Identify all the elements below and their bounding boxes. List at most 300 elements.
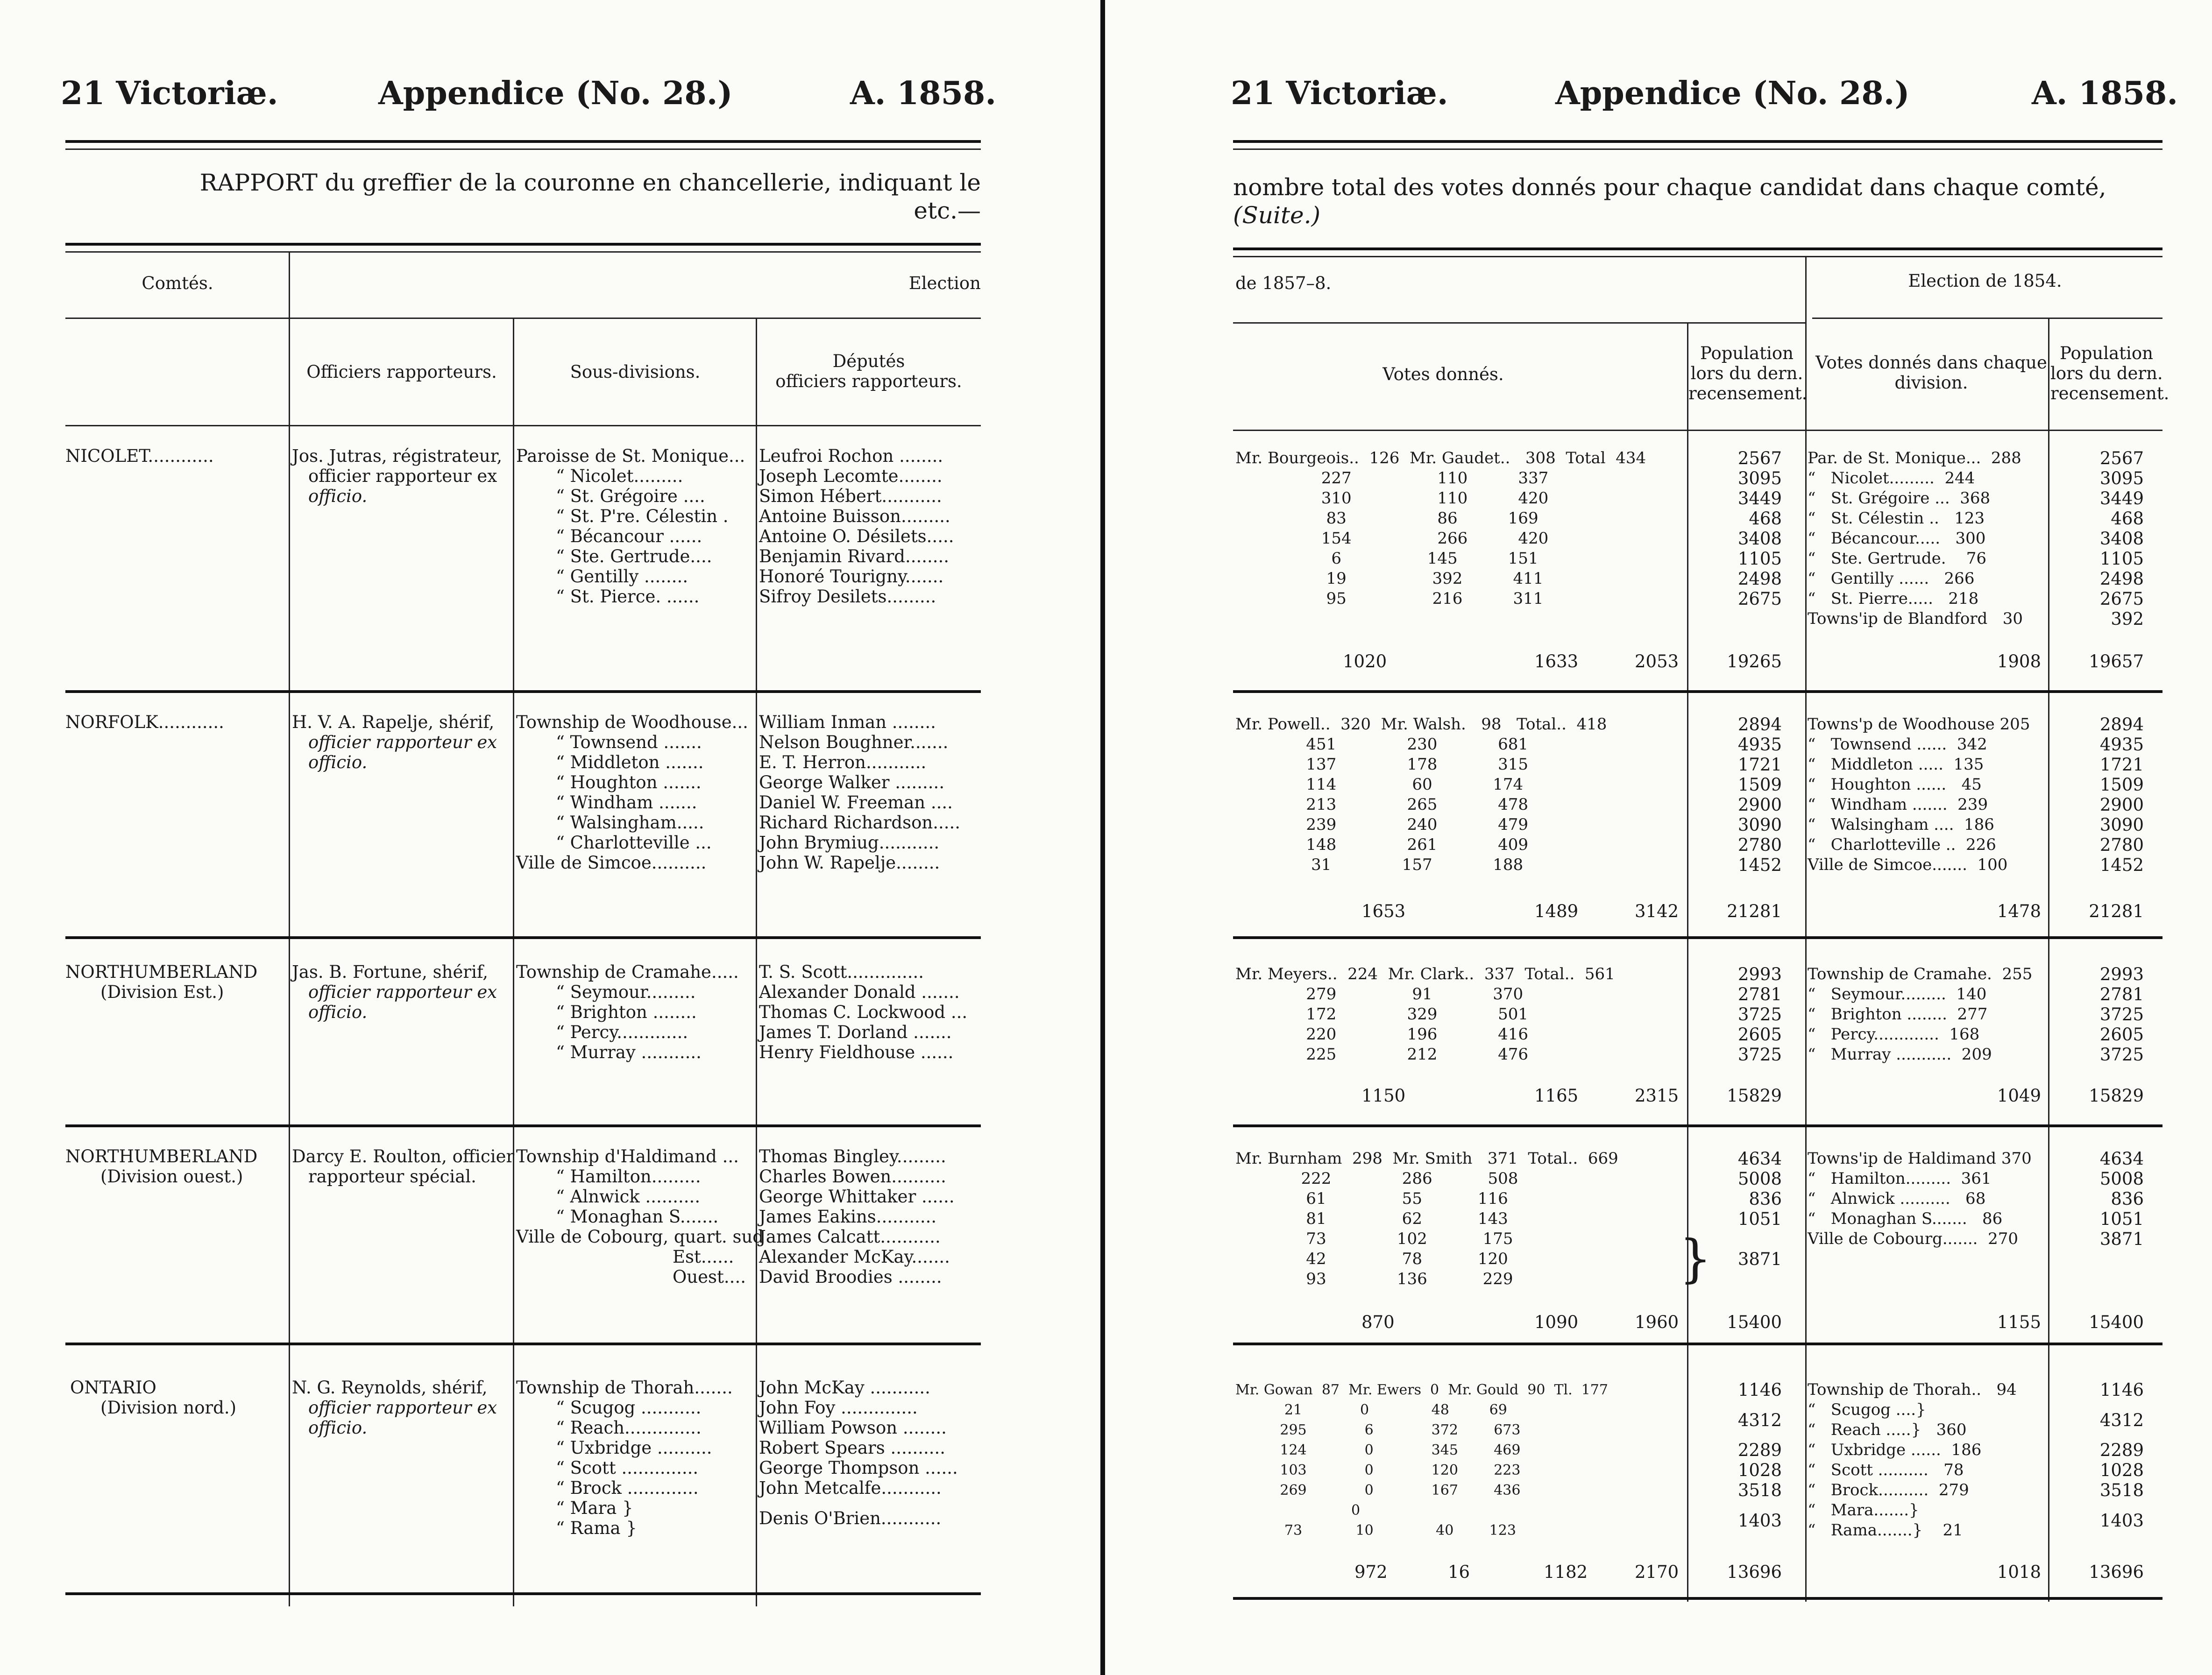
population2: 1509 (2099, 775, 2144, 795)
comte-subname: (Division Est.) (100, 982, 224, 1002)
depute: William Inman ........ (759, 712, 936, 732)
depute: Antoine O. Désilets..... (759, 526, 954, 546)
division-row: “ Uxbridge ...... 186 (1808, 1441, 1982, 1459)
right-title-line1: nombre total des votes donnés pour chaque candidat dans chaque comté, (1233, 174, 2106, 201)
division-row: “ Bécancour..... 300 (1808, 529, 1986, 548)
depute: Benjamin Rivard........ (759, 546, 950, 566)
total: 1960 (1635, 1312, 1679, 1332)
population2: 1452 (2099, 855, 2144, 875)
votes-row: 0 (1235, 1502, 1361, 1519)
depute: William Powson ........ (759, 1418, 947, 1438)
page-title-line1: RAPPORT du greffier de la couronne en chancellerie, indiquant le (199, 169, 981, 196)
depute: John Brymiug........... (759, 833, 940, 853)
population2: 468 (2111, 509, 2144, 529)
total: 1049 (1997, 1086, 2041, 1106)
population: 3518 (1737, 1480, 1782, 1500)
population: 1509 (1737, 775, 1782, 795)
depute: John Foy .............. (759, 1398, 918, 1418)
total: 972 (1354, 1562, 1388, 1582)
right-page (1121, 0, 2212, 1675)
col-population-1: Population (1700, 343, 1794, 363)
votes-row: 61 55 116 (1235, 1189, 1508, 1208)
votes-row: 451 230 681 (1235, 735, 1528, 754)
comte-name: NORFOLK............ (65, 712, 224, 732)
right-table-top-rule-thin (1233, 256, 2162, 257)
population2: 3408 (2099, 529, 2144, 549)
population: 1105 (1737, 549, 1782, 569)
sous-division: “ Townsend ....... (556, 732, 702, 752)
officier-line: Darcy E. Roulton, officier (292, 1146, 515, 1166)
votes-row: 19 392 411 (1235, 569, 1544, 588)
population2: 2498 (2099, 569, 2144, 589)
col-population2-3: recensement. (2050, 383, 2169, 403)
total: 15829 (1727, 1086, 1782, 1106)
votes-row: 310 110 420 (1235, 489, 1549, 508)
votes-row: Mr. Powell.. 320 Mr. Walsh. 98 Total.. 418 (1235, 715, 1607, 734)
population2: 2993 (2099, 964, 2144, 984)
col-deputes-1: Députés (832, 351, 905, 371)
total: 1633 (1534, 651, 1579, 671)
total: 1489 (1534, 901, 1579, 921)
sous-division: “ Monaghan S....... (556, 1207, 719, 1227)
header-rule-thin (65, 148, 981, 150)
division-row: “ Scugog ....} (1808, 1400, 1926, 1419)
right-title-line2: (Suite.) (1233, 202, 1321, 229)
depute: James Calcatt........... (759, 1227, 941, 1247)
population: 3449 (1737, 488, 1782, 509)
population: 2993 (1737, 964, 1782, 984)
header-rule (65, 140, 981, 143)
depute: David Broodies ........ (759, 1267, 942, 1287)
sous-division: Township de Cramahe..... (516, 962, 739, 982)
total: 1478 (1997, 901, 2041, 921)
votes-row: 93 136 229 (1235, 1270, 1513, 1288)
division-row: “ Scott .......... 78 (1808, 1461, 1964, 1479)
division-row: “ Mara.......} (1808, 1501, 1919, 1520)
depute: John Metcalfe........... (759, 1478, 942, 1498)
right-subheader-rule (1233, 430, 2162, 431)
division-row: “ Charlotteville .. 226 (1808, 835, 1996, 854)
total: 870 (1361, 1312, 1395, 1332)
votes-row: 124 0 345 469 (1235, 1442, 1521, 1458)
right-section-rule-4 (1233, 1343, 2162, 1345)
right-table-bottom-rule (1233, 1597, 2162, 1600)
votes-row: 222 286 508 (1235, 1169, 1518, 1188)
division-row: “ Windham ....... 239 (1808, 795, 1988, 814)
depute: Daniel W. Freeman .... (759, 792, 953, 813)
sous-division: Paroisse de St. Monique... (516, 446, 745, 466)
population2: 2567 (2099, 448, 2144, 468)
page-title-line2: etc.— (914, 197, 981, 224)
depute: John W. Rapelje........ (759, 853, 940, 873)
division-row: Towns'p de Woodhouse 205 (1808, 715, 2030, 734)
comte-subname: (Division nord.) (100, 1398, 237, 1418)
sous-division: “ Charlotteville ... (556, 833, 712, 853)
division-row: “ Percy............. 168 (1808, 1025, 1980, 1044)
population2: 5008 (2099, 1169, 2144, 1189)
col-election: Election (908, 273, 981, 293)
division-row: “ Rama.......} 21 (1808, 1521, 1963, 1540)
division-row: “ Nicolet......... 244 (1808, 469, 1975, 488)
votes-row: 73 102 175 (1235, 1230, 1513, 1248)
sous-division: “ Gentilly ........ (556, 566, 688, 587)
population2: 3725 (2099, 1045, 2144, 1065)
population: 1051 (1737, 1209, 1782, 1229)
division-row: Township de Cramahe. 255 (1808, 965, 2033, 983)
division-row: Towns'ip de Blandford 30 (1808, 609, 2023, 628)
officier-line: Jas. B. Fortune, shérif, (292, 962, 489, 982)
population2: 1051 (2099, 1209, 2144, 1229)
col-de-1857: de 1857–8. (1235, 273, 1332, 293)
col-header-rule-right (290, 318, 981, 319)
depute: George Walker ......... (759, 772, 945, 792)
total: 1155 (1997, 1312, 2041, 1332)
depute: John McKay ........... (759, 1378, 930, 1398)
depute: Nelson Boughner....... (759, 732, 949, 752)
total: 16 (1448, 1562, 1470, 1582)
right-running-header-left: 21 Victoriæ. (1231, 75, 1448, 112)
right-header-rule (1233, 140, 2162, 143)
col-header-rule (65, 318, 290, 319)
sous-division: Ouest.... (673, 1267, 746, 1287)
population2: 392 (2111, 609, 2144, 629)
votes-row: 148 261 409 (1235, 835, 1528, 854)
depute: Antoine Buisson......... (759, 506, 950, 526)
comte-name: NORTHUMBERLAND (65, 1146, 258, 1166)
col-population2-1: Population (2060, 343, 2153, 363)
sous-division: “ Seymour......... (556, 982, 696, 1002)
brace-icon: } (1679, 1229, 1712, 1288)
population2: 3725 (2099, 1004, 2144, 1025)
votes-row: 239 240 479 (1235, 815, 1528, 834)
population: 2567 (1737, 448, 1782, 468)
sous-division: “ Scugog ........... (556, 1398, 702, 1418)
depute: Simon Hébert........... (759, 486, 942, 506)
binding-gutter (1100, 0, 1105, 1675)
population2: 2781 (2099, 984, 2144, 1004)
population: 2781 (1737, 984, 1782, 1004)
total: 2053 (1635, 651, 1679, 671)
votes-row: 137 178 315 (1235, 755, 1528, 774)
total: 15400 (2089, 1312, 2144, 1332)
depute: Alexander McKay....... (759, 1247, 950, 1267)
population2: 3871 (2099, 1229, 2144, 1249)
population: 4634 (1737, 1149, 1782, 1169)
sous-division: “ Walsingham..... (556, 813, 704, 833)
vline-1 (289, 252, 290, 1606)
population2: 3095 (2099, 468, 2144, 488)
running-header-center: Appendice (No. 28.) (378, 75, 733, 112)
votes-row: 172 329 501 (1235, 1005, 1528, 1024)
votes-row: 227 110 337 (1235, 469, 1549, 488)
officier-line: officier rapporteur ex (308, 1398, 497, 1418)
officier-line: rapporteur spécial. (308, 1166, 476, 1187)
total: 1020 (1343, 651, 1387, 671)
votes-row: 154 266 420 (1235, 529, 1549, 548)
total: 13696 (2089, 1562, 2144, 1582)
total: 1165 (1534, 1086, 1579, 1106)
votes-row: 73 10 40 123 (1235, 1522, 1516, 1539)
votes-row: 295 6 372 673 (1235, 1422, 1521, 1438)
sous-division: “ Bécancour ...... (556, 526, 702, 546)
votes-row: Mr. Meyers.. 224 Mr. Clark.. 337 Total.. 561 (1235, 965, 1615, 983)
division-row: “ Hamilton......... 361 (1808, 1169, 1992, 1188)
depute: Thomas Bingley......... (759, 1146, 946, 1166)
division-row: “ Seymour......... 140 (1808, 985, 1987, 1004)
total: 2315 (1635, 1086, 1679, 1106)
division-row: “ Brighton ........ 277 (1808, 1005, 1988, 1024)
sous-division: “ St. P're. Célestin . (556, 506, 729, 526)
total: 1908 (1997, 651, 2041, 671)
table-top-rule-thin (65, 251, 981, 253)
officier-line: officio. (308, 1418, 368, 1438)
division-row: “ Reach .....} 360 (1808, 1421, 1967, 1439)
total: 13696 (1727, 1562, 1782, 1582)
population: 3725 (1737, 1004, 1782, 1025)
sous-division: “ St. Pierce. ...... (556, 587, 700, 607)
division-row: “ Murray ........... 209 (1808, 1045, 1992, 1064)
comte-subname: (Division ouest.) (100, 1166, 243, 1187)
population2: 2675 (2099, 589, 2144, 609)
depute: Joseph Lecomte........ (759, 466, 943, 486)
officier-line: officio. (308, 752, 368, 772)
population: 836 (1749, 1189, 1782, 1209)
sous-division: Ville de Cobourg, quart. sud (516, 1227, 764, 1247)
section-rule-2 (65, 936, 981, 939)
population: 4935 (1737, 735, 1782, 755)
population2: 2894 (2099, 714, 2144, 735)
comte-name: ONTARIO (70, 1378, 156, 1398)
sous-division: “ Alnwick .......... (556, 1187, 701, 1207)
right-header-mid-rule-1 (1233, 322, 1805, 324)
total: 3142 (1635, 901, 1679, 921)
votes-row: 213 265 478 (1235, 795, 1528, 814)
total: 1090 (1534, 1312, 1579, 1332)
population: 1028 (1737, 1460, 1782, 1480)
votes-row: 103 0 120 223 (1235, 1462, 1521, 1478)
depute: Alexander Donald ....... (759, 982, 960, 1002)
population2: 836 (2111, 1189, 2144, 1209)
officier-line: H. V. A. Rapelje, shérif, (292, 712, 495, 732)
total: 1150 (1361, 1086, 1406, 1106)
population: 3095 (1737, 468, 1782, 488)
population2: 3090 (2099, 815, 2144, 835)
sous-division: “ Scott .............. (556, 1458, 699, 1478)
total: 21281 (2089, 901, 2144, 921)
sous-division: “ Murray ........... (556, 1042, 702, 1062)
votes-row: 21 0 48 69 (1235, 1402, 1507, 1418)
sous-division: “ Mara } (556, 1498, 633, 1518)
comte-name: NICOLET............ (65, 446, 214, 466)
votes-row: 220 196 416 (1235, 1025, 1528, 1044)
division-row: “ St. Pierre..... 218 (1808, 589, 1979, 608)
population: 3725 (1737, 1045, 1782, 1065)
population2: 2780 (2099, 835, 2144, 855)
col-deputes-2: officiers rapporteurs. (775, 371, 962, 391)
population2: 4312 (2099, 1410, 2144, 1430)
votes-row: 269 0 167 436 (1235, 1482, 1521, 1498)
sous-division: “ Reach.............. (556, 1418, 702, 1438)
right-vline-1854 (1805, 257, 1807, 1602)
population2: 2289 (2099, 1440, 2144, 1460)
col-population2-2: lors du dern. (2050, 363, 2163, 383)
right-running-header-center: Appendice (No. 28.) (1555, 75, 1910, 112)
population: 1403 (1737, 1511, 1782, 1531)
col-comtes: Comtés. (142, 273, 213, 293)
population: 2900 (1737, 795, 1782, 815)
sous-division: “ Hamilton......... (556, 1166, 701, 1187)
division-row: Par. de St. Monique... 288 (1808, 449, 2021, 467)
votes-row: Mr. Bourgeois.. 126 Mr. Gaudet.. 308 Total 434 (1235, 449, 1646, 467)
depute: George Thompson ...... (759, 1458, 958, 1478)
depute: Henry Fieldhouse ...... (759, 1042, 954, 1062)
population2: 1105 (2099, 549, 2144, 569)
sous-division: “ Houghton ....... (556, 772, 702, 792)
sous-division: “ Brighton ........ (556, 1002, 697, 1022)
sous-division: “ Windham ....... (556, 792, 697, 813)
right-section-rule-3 (1233, 1124, 2162, 1127)
division-row: “ Townsend ...... 342 (1808, 735, 1987, 754)
running-header-left: 21 Victoriæ. (61, 75, 278, 112)
right-header-mid-rule-2 (1812, 318, 2162, 319)
population: 5008 (1737, 1169, 1782, 1189)
officier-line: N. G. Reynolds, shérif, (292, 1378, 488, 1398)
population: 4312 (1737, 1410, 1782, 1430)
population2: 2605 (2099, 1025, 2144, 1045)
section-rule-4 (65, 1343, 981, 1345)
division-row: “ St. Grégoire ... 368 (1808, 489, 1991, 508)
col-sous-divisions: Sous-divisions. (570, 362, 701, 382)
votes-row: Mr. Gowan 87 Mr. Ewers 0 Mr. Gould 90 Tl. 177 (1235, 1382, 1608, 1398)
section-rule-3 (65, 1124, 981, 1127)
total: 1182 (1544, 1562, 1588, 1582)
officier-line: officio. (308, 486, 368, 506)
left-page (0, 0, 1074, 1675)
sous-division: “ Middleton ....... (556, 752, 704, 772)
population: 2780 (1737, 835, 1782, 855)
votes-row: 83 86 169 (1235, 509, 1538, 528)
votes-row: 81 62 143 (1235, 1209, 1508, 1228)
depute: Sifroy Desilets......... (759, 587, 936, 607)
division-row: Township de Thorah.. 94 (1808, 1380, 2017, 1399)
votes-row: 42 78 120 (1235, 1250, 1508, 1268)
col-population-2: lors du dern. (1690, 363, 1803, 383)
population: 3090 (1737, 815, 1782, 835)
votes-row: 95 216 311 (1235, 589, 1544, 608)
division-row: “ Houghton ...... 45 (1808, 775, 1982, 794)
division-row: “ Monaghan S....... 86 (1808, 1209, 2003, 1228)
total: 1018 (1997, 1562, 2041, 1582)
section-rule-1 (65, 690, 981, 693)
votes-row: 114 60 174 (1235, 775, 1524, 794)
population: 1146 (1737, 1380, 1782, 1400)
sous-division: Ville de Simcoe.......... (516, 853, 707, 873)
total: 1653 (1361, 901, 1406, 921)
population2: 4634 (2099, 1149, 2144, 1169)
sous-division: “ St. Grégoire .... (556, 486, 705, 506)
division-row: Ville de Cobourg....... 270 (1808, 1230, 2018, 1248)
division-row: “ Middleton ..... 135 (1808, 755, 1984, 774)
depute: Leufroi Rochon ........ (759, 446, 943, 466)
population: 468 (1749, 509, 1782, 529)
depute: James T. Dorland ....... (759, 1022, 952, 1042)
sous-division: “ Rama } (556, 1518, 637, 1538)
col-votes-donnes: Votes donnés. (1382, 364, 1504, 384)
votes-row: 6 145 151 (1235, 549, 1538, 568)
total: 19265 (1727, 651, 1782, 671)
right-section-rule-2 (1233, 936, 2162, 939)
population: 2605 (1737, 1025, 1782, 1045)
right-header-rule-thin (1233, 148, 2162, 150)
sous-division: “ Percy............. (556, 1022, 688, 1042)
votes-row: 279 91 370 (1235, 985, 1524, 1004)
division-row: “ Alnwick .......... 68 (1808, 1189, 1986, 1208)
right-table-top-rule (1233, 247, 2162, 250)
population2: 2900 (2099, 795, 2144, 815)
division-row: Towns'ip de Haldimand 370 (1808, 1149, 2032, 1168)
right-vline-pop2 (2048, 318, 2049, 1602)
depute: T. S. Scott.............. (759, 962, 924, 982)
depute: Honoré Tourigny....... (759, 566, 944, 587)
running-header-right: A. 1858. (850, 75, 997, 112)
depute: Denis O'Brien........... (759, 1508, 942, 1528)
division-row: “ Walsingham .... 186 (1808, 815, 1994, 834)
population2: 1403 (2099, 1511, 2144, 1531)
table-bottom-rule (65, 1592, 981, 1595)
population: 2289 (1737, 1440, 1782, 1460)
right-section-rule-1 (1233, 690, 2162, 693)
depute: Richard Richardson..... (759, 813, 961, 833)
officier-line: officier rapporteur ex (308, 466, 497, 486)
col-votes-division-1: Votes donnés dans chaque (1815, 353, 2047, 373)
sous-division: “ Ste. Gertrude.... (556, 546, 712, 566)
total: 2170 (1635, 1562, 1679, 1582)
total: 21281 (1727, 901, 1782, 921)
division-row: “ Brock.......... 279 (1808, 1481, 1969, 1499)
depute: E. T. Herron........... (759, 752, 927, 772)
population: 2675 (1737, 589, 1782, 609)
total: 15829 (2089, 1086, 2144, 1106)
officier-line: officier rapporteur ex (308, 732, 497, 752)
votes-row: 31 157 188 (1235, 855, 1524, 874)
population2: 1721 (2099, 755, 2144, 775)
sous-division: Est...... (673, 1247, 734, 1267)
population: 3408 (1737, 529, 1782, 549)
col-election-1854: Election de 1854. (1908, 271, 2062, 291)
officier-line: officier rapporteur ex (308, 982, 497, 1002)
comte-name: NORTHUMBERLAND (65, 962, 258, 982)
population2: 3518 (2099, 1480, 2144, 1500)
total: 19657 (2089, 651, 2144, 671)
sous-division: Township d'Haldimand ... (516, 1146, 739, 1166)
officier-line: officio. (308, 1002, 368, 1022)
sous-division: “ Brock ............. (556, 1478, 699, 1498)
col-population-3: recensement. (1688, 383, 1808, 403)
population2: 1146 (2099, 1380, 2144, 1400)
col-votes-division-2: division. (1894, 373, 1968, 393)
vline-3 (756, 318, 757, 1606)
population: 3871 (1737, 1249, 1782, 1269)
population2: 4935 (2099, 735, 2144, 755)
sous-division: “ Uxbridge .......... (556, 1438, 712, 1458)
sous-division: Township de Woodhouse... (516, 712, 748, 732)
division-row: “ Ste. Gertrude. 76 (1808, 549, 1987, 568)
depute: Robert Spears .......... (759, 1438, 946, 1458)
total: 15400 (1727, 1312, 1782, 1332)
population2: 3449 (2099, 488, 2144, 509)
division-row: “ Gentilly ...... 266 (1808, 569, 1975, 588)
col-subheader-rule (65, 425, 981, 426)
